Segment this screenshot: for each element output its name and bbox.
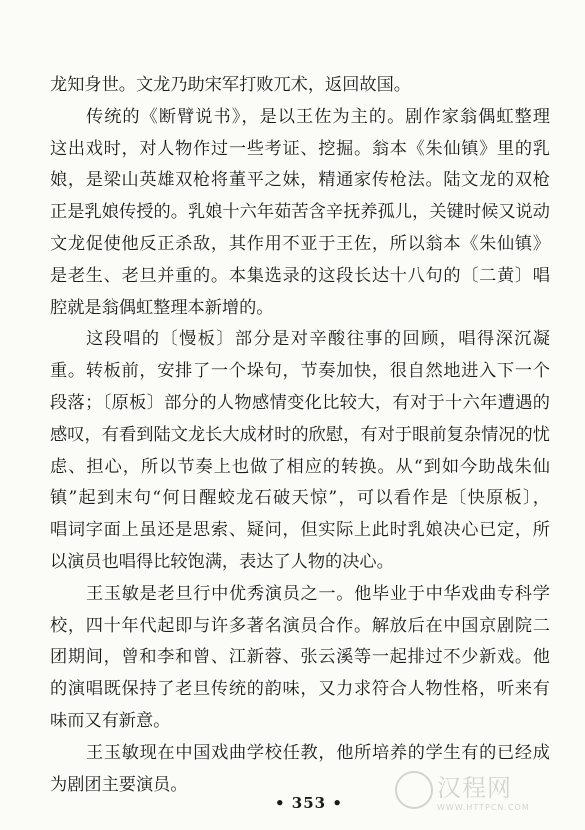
watermark-text xyxy=(437,768,530,812)
text-line: 娘，是梁山英雄双枪将董平之妹，精通家传枪法。陆文龙的双枪 xyxy=(50,170,550,191)
text-line: 为剧团主要演员。 xyxy=(50,774,188,795)
text-line: 段落；〔原板〕部分的人物感情变化比较大，有对于十六年遭遇的 xyxy=(50,392,550,413)
text-line: 龙知身世。文龙乃助宋军打败兀术，返回故国。 xyxy=(50,75,411,95)
text-line: 团期间，曾和李和曾、江新蓉、张云溪等一起排过不少新戏。他 xyxy=(50,647,550,668)
text-line: 王玉敏是老旦行中优秀演员之一。他毕业于中华戏曲专科学 xyxy=(86,583,550,604)
text-line: 传统的《断臂说书》，是以王佐为主的。剧作家翁偶虹整理 xyxy=(86,106,550,127)
text-line: 这出戏时，对人物作过一些考证、挖掘。翁本《朱仙镇》里的乳 xyxy=(50,138,550,159)
text-line: 正是乳娘传授的。乳娘十六年茹苦含辛抚养孤儿，关键时候又说动 xyxy=(50,202,550,223)
page-number: • 353 • xyxy=(275,794,343,812)
text-line: 感叹，有看到陆文龙长大成材时的欣慰，有对于眼前复杂情况的忧 xyxy=(50,424,550,445)
text-line: 校，四十年代起即与许多著名演员合作。解放后在中国京剧院二 xyxy=(50,615,550,636)
text-line: 文龙促使他反正杀敌，其作用不亚于王佐，所以翁本《朱仙镇》 xyxy=(50,233,550,254)
text-line: 是老生、老旦并重的。本集选录的这段长达十八句的〔二黄〕唱 xyxy=(50,265,550,286)
text-line: 虑、担心，所以节奏上也做了相应的转换。从“到如今助战朱仙 xyxy=(50,456,550,477)
text-body xyxy=(50,70,550,801)
text-line: 重。转板前，安排了一个垛句，节奏加快，很自然地进入下一个 xyxy=(50,361,550,382)
watermark-seal-icon xyxy=(395,771,433,809)
text-line: 味而又有新意。 xyxy=(50,710,171,731)
text-line: 腔就是翁偶虹整理本新增的。 xyxy=(50,297,274,318)
text-line: 王玉敏现在中国戏曲学校任教，他所培养的学生有的已经成 xyxy=(86,742,550,763)
text-line: 的演唱既保持了老旦传统的韵味，又力求符合人物性格，听来有 xyxy=(50,679,550,700)
text-line: 这段唱的〔慢板〕部分是对辛酸往事的回顾，唱得深沉凝 xyxy=(86,329,550,350)
watermark-brand: 汉程网 xyxy=(437,774,512,802)
text-line: 镇”起到末句“何日醒蛟龙石破天惊”，可以看作是〔快原板〕， xyxy=(50,488,550,509)
text-line: 以演员也唱得比较饱满，表达了人物的决心。 xyxy=(50,551,394,572)
watermark xyxy=(395,768,530,812)
watermark-url: WWW.HTTPCN.COM xyxy=(437,803,530,812)
text-line: 唱词字面上虽还是思索、疑问，但实际上此时乳娘决心已定，所 xyxy=(50,520,550,541)
